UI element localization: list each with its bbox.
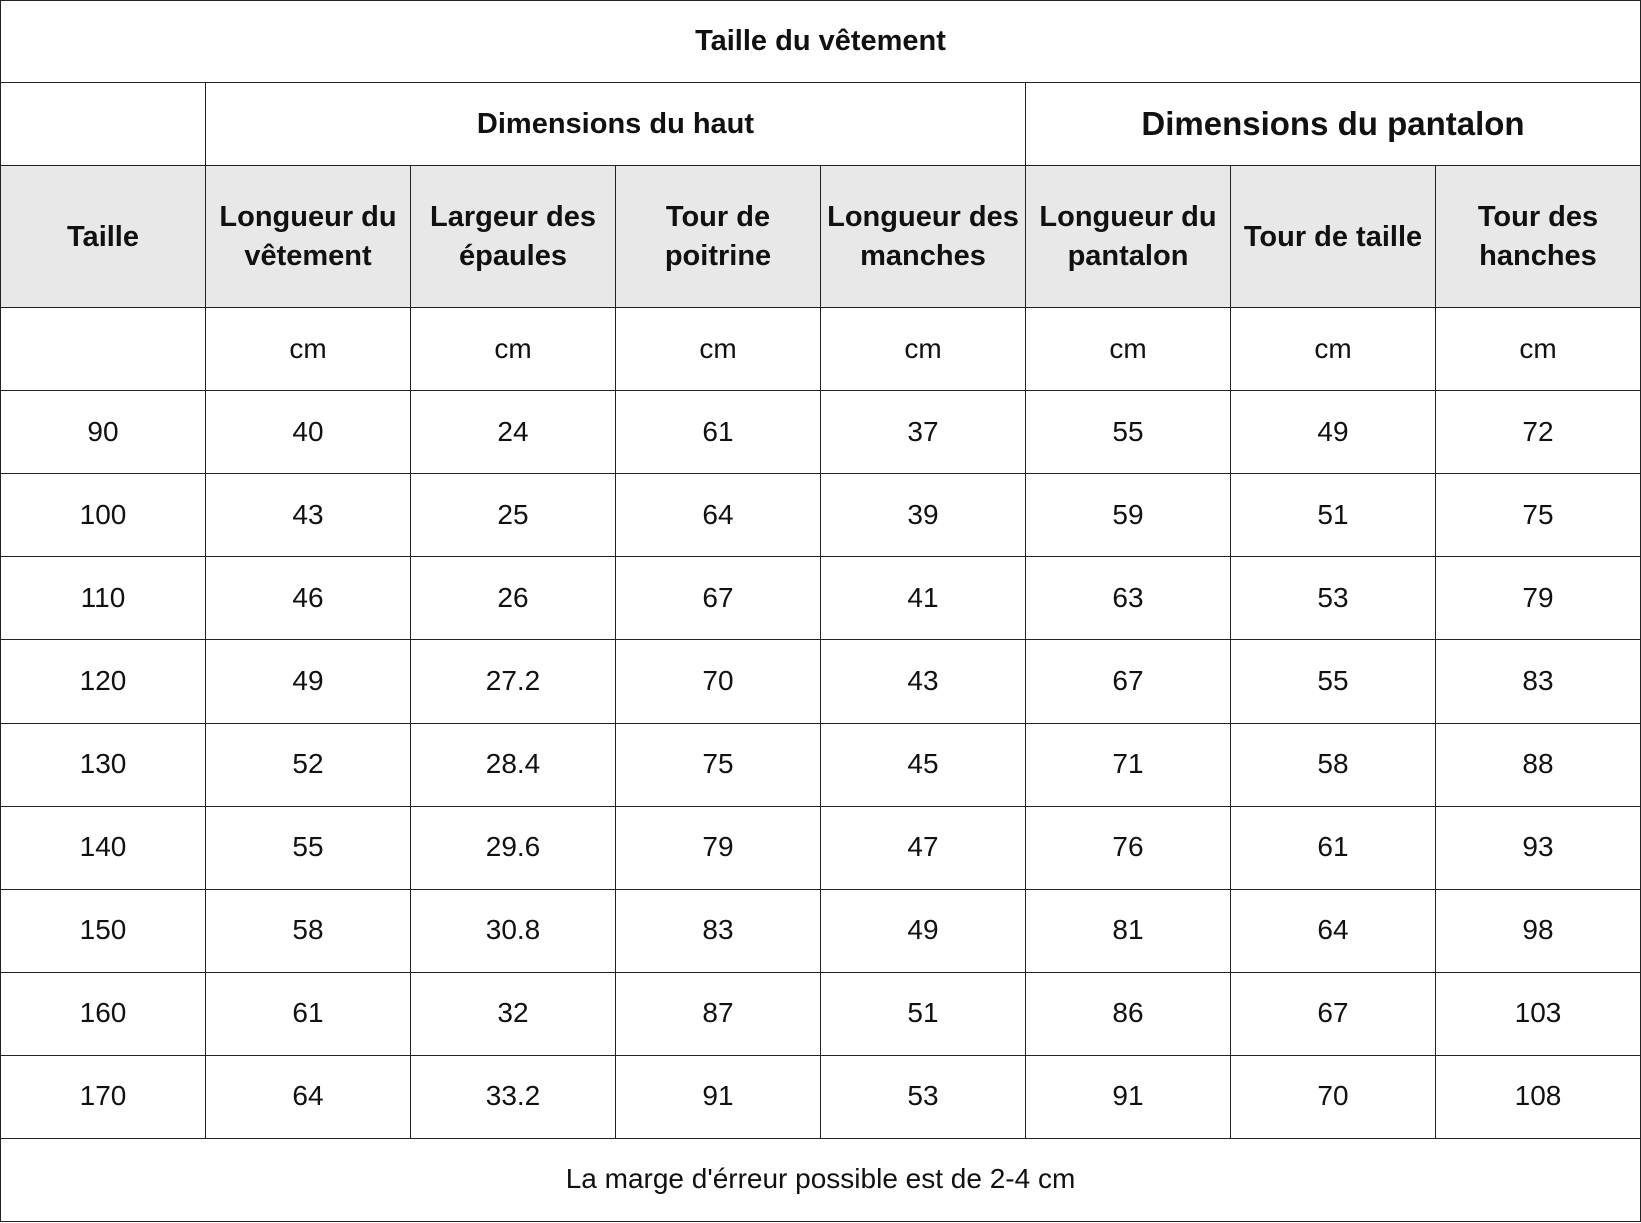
column-header: Longueur du vêtement	[206, 166, 411, 308]
table-cell: 79	[616, 806, 821, 889]
column-header: Longueur du pantalon	[1026, 166, 1231, 308]
table-cell: 30.8	[411, 889, 616, 972]
column-header: Tour de taille	[1231, 166, 1436, 308]
table-row	[1, 474, 1641, 557]
top-dimensions-header: Dimensions du haut	[206, 83, 1026, 166]
group-header-empty	[1, 83, 206, 166]
table-cell: 51	[821, 972, 1026, 1055]
table-cell: 32	[411, 972, 616, 1055]
unit-cell: cm	[411, 308, 616, 391]
table-cell: 79	[1436, 557, 1641, 640]
table-cell: 39	[821, 474, 1026, 557]
table-cell: 90	[1, 391, 206, 474]
table-row	[1, 640, 1641, 723]
table-cell: 46	[206, 557, 411, 640]
table-cell: 24	[411, 391, 616, 474]
unit-cell: cm	[1436, 308, 1641, 391]
table-cell: 61	[616, 391, 821, 474]
unit-cell: cm	[616, 308, 821, 391]
column-header: Tour des hanches	[1436, 166, 1641, 308]
column-header: Tour de poitrine	[616, 166, 821, 308]
table-cell: 83	[616, 889, 821, 972]
error-margin-note: La marge d'érreur possible est de 2-4 cm	[1, 1138, 1641, 1221]
table-row	[1, 391, 1641, 474]
unit-empty-cell	[1, 308, 206, 391]
table-cell: 67	[616, 557, 821, 640]
table-cell: 49	[1231, 391, 1436, 474]
table-cell: 98	[1436, 889, 1641, 972]
unit-cell: cm	[206, 308, 411, 391]
pants-dimensions-header: Dimensions du pantalon	[1026, 83, 1641, 166]
title-row	[1, 1, 1641, 83]
table-row	[1, 972, 1641, 1055]
table-cell: 86	[1026, 972, 1231, 1055]
table-cell: 58	[1231, 723, 1436, 806]
table-cell: 70	[1231, 1055, 1436, 1138]
table-cell: 45	[821, 723, 1026, 806]
table-cell: 83	[1436, 640, 1641, 723]
table-cell: 130	[1, 723, 206, 806]
table-cell: 25	[411, 474, 616, 557]
table-cell: 91	[616, 1055, 821, 1138]
table-cell: 91	[1026, 1055, 1231, 1138]
table-cell: 100	[1, 474, 206, 557]
table-row	[1, 1055, 1641, 1138]
table-cell: 140	[1, 806, 206, 889]
table-cell: 67	[1231, 972, 1436, 1055]
table-cell: 64	[616, 474, 821, 557]
table-cell: 103	[1436, 972, 1641, 1055]
table-cell: 64	[206, 1055, 411, 1138]
table-cell: 76	[1026, 806, 1231, 889]
table-cell: 58	[206, 889, 411, 972]
table-cell: 52	[206, 723, 411, 806]
table-cell: 93	[1436, 806, 1641, 889]
table-cell: 150	[1, 889, 206, 972]
table-cell: 55	[1026, 391, 1231, 474]
table-cell: 67	[1026, 640, 1231, 723]
table-cell: 108	[1436, 1055, 1641, 1138]
table-row	[1, 889, 1641, 972]
table-cell: 55	[206, 806, 411, 889]
unit-cell: cm	[821, 308, 1026, 391]
table-cell: 55	[1231, 640, 1436, 723]
table-cell: 61	[1231, 806, 1436, 889]
table-cell: 63	[1026, 557, 1231, 640]
table-cell: 27.2	[411, 640, 616, 723]
table-cell: 61	[206, 972, 411, 1055]
table-cell: 59	[1026, 474, 1231, 557]
table-cell: 51	[1231, 474, 1436, 557]
table-cell: 29.6	[411, 806, 616, 889]
table-cell: 53	[821, 1055, 1026, 1138]
table-cell: 37	[821, 391, 1026, 474]
table-row	[1, 723, 1641, 806]
table-cell: 87	[616, 972, 821, 1055]
table-cell: 70	[616, 640, 821, 723]
table-cell: 41	[821, 557, 1026, 640]
table-cell: 40	[206, 391, 411, 474]
table-cell: 75	[1436, 474, 1641, 557]
group-header-row	[1, 83, 1641, 166]
column-header: Largeur des épaules	[411, 166, 616, 308]
table-cell: 75	[616, 723, 821, 806]
table-cell: 120	[1, 640, 206, 723]
table-cell: 88	[1436, 723, 1641, 806]
unit-cell: cm	[1026, 308, 1231, 391]
column-header: Taille	[1, 166, 206, 308]
table-cell: 53	[1231, 557, 1436, 640]
table-cell: 43	[206, 474, 411, 557]
table-cell: 170	[1, 1055, 206, 1138]
table-cell: 71	[1026, 723, 1231, 806]
table-cell: 33.2	[411, 1055, 616, 1138]
footer-row	[1, 1138, 1641, 1221]
table-cell: 28.4	[411, 723, 616, 806]
table-cell: 160	[1, 972, 206, 1055]
table-cell: 26	[411, 557, 616, 640]
table-row	[1, 806, 1641, 889]
table-cell: 72	[1436, 391, 1641, 474]
table-row	[1, 557, 1641, 640]
table-cell: 49	[821, 889, 1026, 972]
table-title: Taille du vêtement	[1, 1, 1641, 83]
unit-cell: cm	[1231, 308, 1436, 391]
table-cell: 110	[1, 557, 206, 640]
unit-row	[1, 308, 1641, 391]
column-header-row	[1, 166, 1641, 308]
table-cell: 49	[206, 640, 411, 723]
table-cell: 47	[821, 806, 1026, 889]
table-cell: 43	[821, 640, 1026, 723]
table-cell: 64	[1231, 889, 1436, 972]
table-cell: 81	[1026, 889, 1231, 972]
column-header: Longueur des manches	[821, 166, 1026, 308]
